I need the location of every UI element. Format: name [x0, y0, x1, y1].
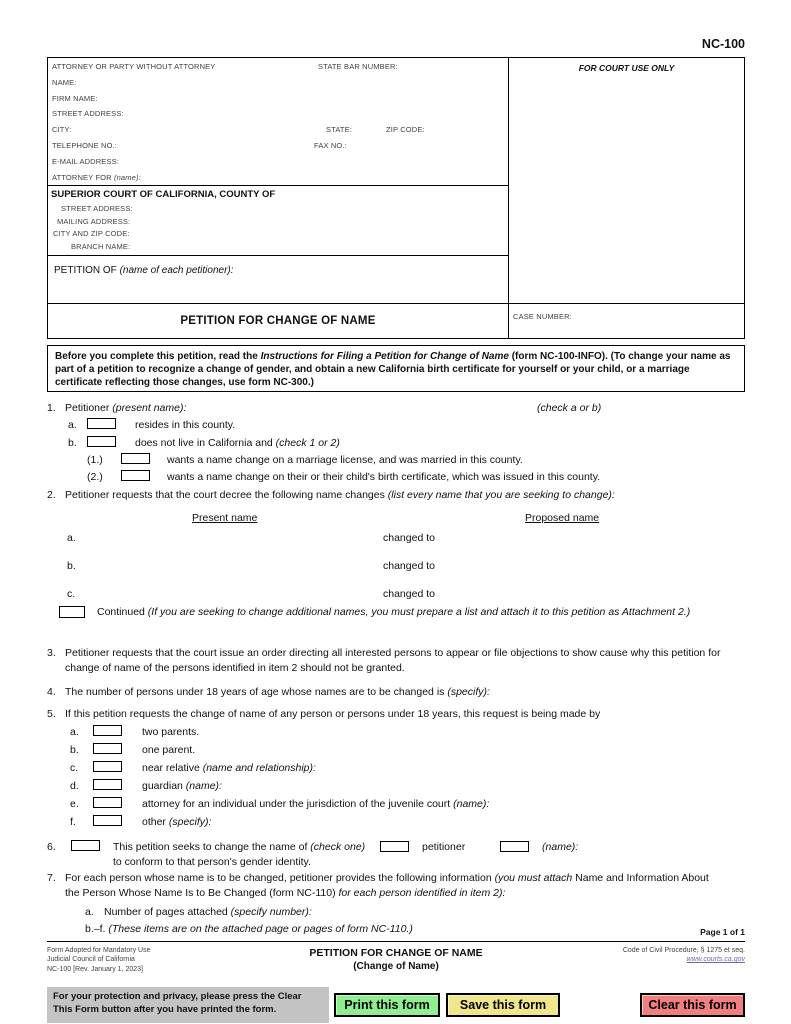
page-number-label: Page 1 of 1 [700, 927, 745, 937]
petition-of-name-hint: (name of each petitioner): [119, 265, 234, 276]
item-6-number: 6. [47, 841, 56, 853]
item-3-number: 3. [47, 647, 56, 659]
court-branch-label: BRANCH NAME: [71, 241, 131, 251]
footer-form-title: PETITION FOR CHANGE OF NAME [309, 947, 483, 959]
item-4-number: 4. [47, 686, 56, 698]
checkbox-6-name[interactable] [500, 841, 529, 852]
item-4 [47, 685, 747, 700]
case-number-label: CASE NUMBER: [513, 312, 572, 321]
case-number-box [509, 304, 744, 338]
court-city-zip-label: CITY AND ZIP CODE: [53, 229, 130, 239]
proposed-name-header: Proposed name [525, 512, 600, 524]
checkbox-5f[interactable] [93, 815, 122, 826]
footer-title-block [246, 947, 546, 972]
item-2-number: 2. [47, 489, 56, 501]
checkbox-5a[interactable] [93, 725, 122, 736]
court-street-label: STREET ADDRESS: [61, 204, 133, 213]
item-5d-text: guardian (name): [142, 780, 222, 792]
item-1-number: 1. [47, 402, 56, 414]
print-form-button[interactable]: Print this form [334, 993, 440, 1017]
footer-divider [47, 941, 745, 942]
item-1b-letter: b. [68, 437, 77, 449]
item-2a-letter: a. [67, 532, 76, 544]
item-2 [47, 488, 747, 636]
city-label: CITY: [52, 125, 72, 135]
item-4-text: The number of persons under 18 years of age whose names are to be changed is (specify): [65, 686, 490, 698]
item-5 [47, 707, 747, 832]
item-5a-text: two parents. [142, 726, 200, 738]
caption-table [47, 57, 745, 339]
form-title: PETITION FOR CHANGE OF NAME [180, 315, 376, 327]
name-label: NAME: [52, 77, 77, 87]
item-6-text: This petition seeks to change the name of (check one) petitioner (name): [113, 841, 579, 853]
checkbox-5e[interactable] [93, 797, 122, 808]
item-2-text: Petitioner requests that the court decree the following name changes (list every name that you are seeking to change): [65, 489, 615, 501]
checkbox-1b2[interactable] [121, 470, 150, 481]
item-2c-letter: c. [67, 588, 76, 600]
privacy-notice: For your protection and privacy, please press the Clear This Form button after you have printed the form. [47, 987, 329, 1023]
checkbox-5d[interactable] [93, 779, 122, 790]
footer-adoption-note: Form Adopted for Mandatory Use Judicial Council of California NC-100 [Rev. January 1, 2023] [47, 947, 151, 973]
item-5a-letter: a. [70, 726, 79, 738]
item-1b2-number: (2.) [87, 471, 103, 483]
court-use-only-label: FOR COURT USE ONLY [578, 63, 675, 73]
item-5e-letter: e. [70, 798, 79, 810]
item-2c-changed-to: changed to [383, 588, 435, 600]
item-1b1-number: (1.) [87, 454, 103, 466]
notice-doc-title: Instructions for Filing a Petition for Change of Name [260, 351, 509, 362]
checkbox-1a[interactable] [87, 418, 116, 429]
court-box [48, 186, 509, 256]
petition-of-label: PETITION OF (name of each petitioner): [54, 265, 234, 276]
item-2b-changed-to: changed to [383, 560, 435, 572]
attorney-for-name-hint: (name): [113, 172, 141, 182]
item-1b1-text: wants a name change on a marriage license, and was married in this county. [167, 454, 523, 466]
checkbox-5c[interactable] [93, 761, 122, 772]
item-1a-text: resides in this county. [135, 419, 236, 431]
footer-code-reference [623, 946, 745, 965]
courts-website-link[interactable]: www.courts.ca.gov [686, 956, 745, 964]
item-1b-text: does not live in California and (check 1 or 2) [135, 437, 340, 449]
item-5b-text: one parent. [142, 744, 196, 756]
firm-name-label: FIRM NAME: [52, 93, 98, 103]
item-5e-text: attorney for an individual under the jurisdiction of the juvenile court (name): [142, 798, 490, 810]
item-2b-letter: b. [67, 560, 76, 572]
title-box [48, 304, 509, 338]
item-7a-letter: a. [85, 906, 94, 918]
save-form-button[interactable]: Save this form [446, 993, 560, 1017]
item-5-text: If this petition requests the change of name of any person or persons under 18 years, this request is being made by [65, 708, 601, 720]
notice-box [47, 345, 745, 392]
footer-form-subtitle: (Change of Name) [353, 961, 439, 972]
item-5-number: 5. [47, 708, 56, 720]
street-address-label: STREET ADDRESS: [52, 109, 124, 119]
court-name: SUPERIOR COURT OF CALIFORNIA, COUNTY OF [51, 189, 276, 200]
attorney-caption-label: ATTORNEY OR PARTY WITHOUT ATTORNEY [52, 62, 216, 71]
item-1-label: Petitioner (present name): [65, 402, 187, 414]
checkbox-6[interactable] [71, 840, 100, 851]
state-bar-label: STATE BAR NUMBER: [318, 62, 398, 71]
item-5c-text: near relative (name and relationship): [142, 762, 316, 774]
fax-label: FAX NO.: [314, 140, 347, 150]
notice-text: Before you complete this petition, read the Instructions for Filing a Petition for Change of Name (form NC-100-INFO). (To change your name as part of a petition to recognize a change of gender, and obtain a new California birth certificate for yourself or your child, or a marriage certificate reflecting those changes, use form NC-300.) [55, 351, 731, 389]
attorney-for-label: ATTORNEY FOR (name): [52, 172, 141, 182]
item-1 [47, 401, 747, 485]
checkbox-5b[interactable] [93, 743, 122, 754]
state-label: STATE: [326, 125, 353, 135]
item-3 [47, 646, 747, 676]
item-5d-letter: d. [70, 780, 79, 792]
item-1b2-text: wants a name change on their or their child's birth certificate, which was issued in this county. [167, 471, 601, 483]
item-7bf-text: b.–f. (These items are on the attached page or pages of form NC-110.) [85, 923, 413, 935]
zip-code-label: ZIP CODE: [386, 125, 425, 135]
item-3-text: Petitioner requests that the court issue an order directing all interested persons to appear or file objections to show cause why this petition for change of name of the persons identified in item 2 should not be granted. [65, 647, 721, 674]
item-2a-changed-to: changed to [383, 532, 435, 544]
item-6 [47, 840, 747, 872]
code-ref-text: Code of Civil Procedure, § 1275 et seq. [622, 947, 745, 954]
item-5f-letter: f. [70, 816, 76, 828]
checkbox-6-petitioner[interactable] [380, 841, 409, 852]
checkbox-1b[interactable] [87, 436, 116, 447]
attorney-box [48, 58, 509, 186]
item-5f-text: other (specify): [142, 816, 212, 828]
court-use-only-box [509, 58, 744, 304]
item-1a-letter: a. [68, 419, 77, 431]
court-mailing-label: MAILING ADDRESS: [57, 216, 131, 226]
item-2-continued-text: Continued (If you are seeking to change additional names, you must prepare a list and attach it to this petition as Attachment 2.) [97, 606, 691, 618]
item-7a-text: Number of pages attached (specify number): [104, 906, 312, 918]
form-number: NC-100 [701, 37, 745, 51]
email-label: E-MAIL ADDRESS: [52, 156, 119, 166]
item-5b-letter: b. [70, 744, 79, 756]
petition-of-box [48, 256, 509, 304]
item-5c-letter: c. [70, 762, 79, 774]
checkbox-2-continued[interactable] [59, 606, 85, 618]
item-1-check-note: (check a or b) [537, 402, 602, 414]
checkbox-1b1[interactable] [121, 453, 150, 464]
item-7-text: For each person whose name is to be changed, petitioner provides the following information (you must attach Name and Information About the Person Whose Name Is to Be Changed (form NC-110) for each person identified in item 2): [65, 872, 709, 899]
item-7-number: 7. [47, 872, 56, 884]
clear-form-button[interactable]: Clear this form [640, 993, 745, 1017]
item-6-line2: to conform to that person's gender identity. [113, 856, 311, 868]
telephone-label: TELEPHONE NO.: [52, 140, 118, 150]
present-name-header: Present name [192, 512, 258, 524]
